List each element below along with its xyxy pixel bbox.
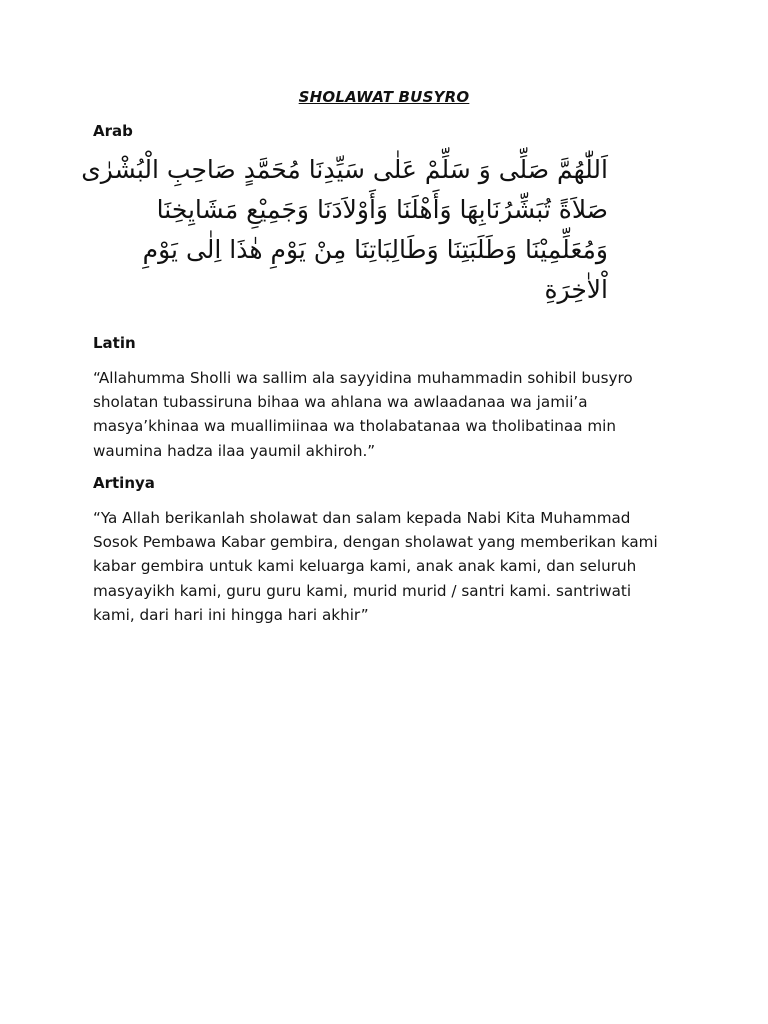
translation-line: masyayikh kami, guru guru kami, murid murid / santri kami. santriwati: [93, 581, 632, 600]
arabic-line: اْلاٰخِرَةِ: [544, 275, 608, 304]
section-heading-arab: Arab: [93, 122, 133, 140]
translation-line: Sosok Pembawa Kabar gembira, dengan sholawat yang memberikan kami: [93, 533, 658, 552]
document-title: SHOLAWAT BUSYRO: [298, 88, 470, 106]
translation-line: “Ya Allah berikanlah sholawat dan salam kepada Nabi Kita Muhammad: [93, 509, 631, 527]
arabic-line: صَلاَةً تُبَشِّرُنَابِهَا وَأَهْلَنَا وَأَوْلاَدَنَا وَجَمِيْعِ مَشَايِخِنَا: [156, 195, 608, 224]
section-heading-latin: Latin: [93, 334, 136, 352]
translation-line: kabar gembira untuk kami keluarga kami, anak anak kami, dan seluruh: [93, 557, 637, 576]
arabic-line: وَمُعَلِّمِيْنَا وَطَلَبَتِنَا وَطَالِبَاتِنَا مِنْ يَوْمِ هٰذَا اِلٰى يَوْمِ: [142, 235, 608, 264]
section-heading-artinya: Artinya: [93, 474, 155, 492]
arabic-text-block: [81, 150, 608, 310]
latin-line: masya’khinaa wa muallimiinaa wa tholabatanaa wa tholibatinaa min: [93, 417, 617, 436]
arabic-line: اَللّٰهُمَّ صَلِّى وَ سَلِّمْ عَلٰى سَيِّدِنَا مُحَمَّدٍ صَاحِبِ الْبُشْرٰى: [81, 155, 608, 184]
latin-transliteration-paragraph: [93, 366, 673, 463]
translation-paragraph: [93, 506, 673, 627]
translation-line: kami, dari hari ini hingga hari akhir”: [93, 605, 369, 624]
latin-line: sholatan tubassiruna bihaa wa ahlana wa awlaadanaa wa jamii’a: [93, 393, 588, 412]
latin-line: waumina hadza ilaa yaumil akhiroh.”: [93, 441, 376, 460]
latin-line: “Allahumma Sholli wa sallim ala sayyidina muhammadin sohibil busyro: [93, 369, 633, 387]
